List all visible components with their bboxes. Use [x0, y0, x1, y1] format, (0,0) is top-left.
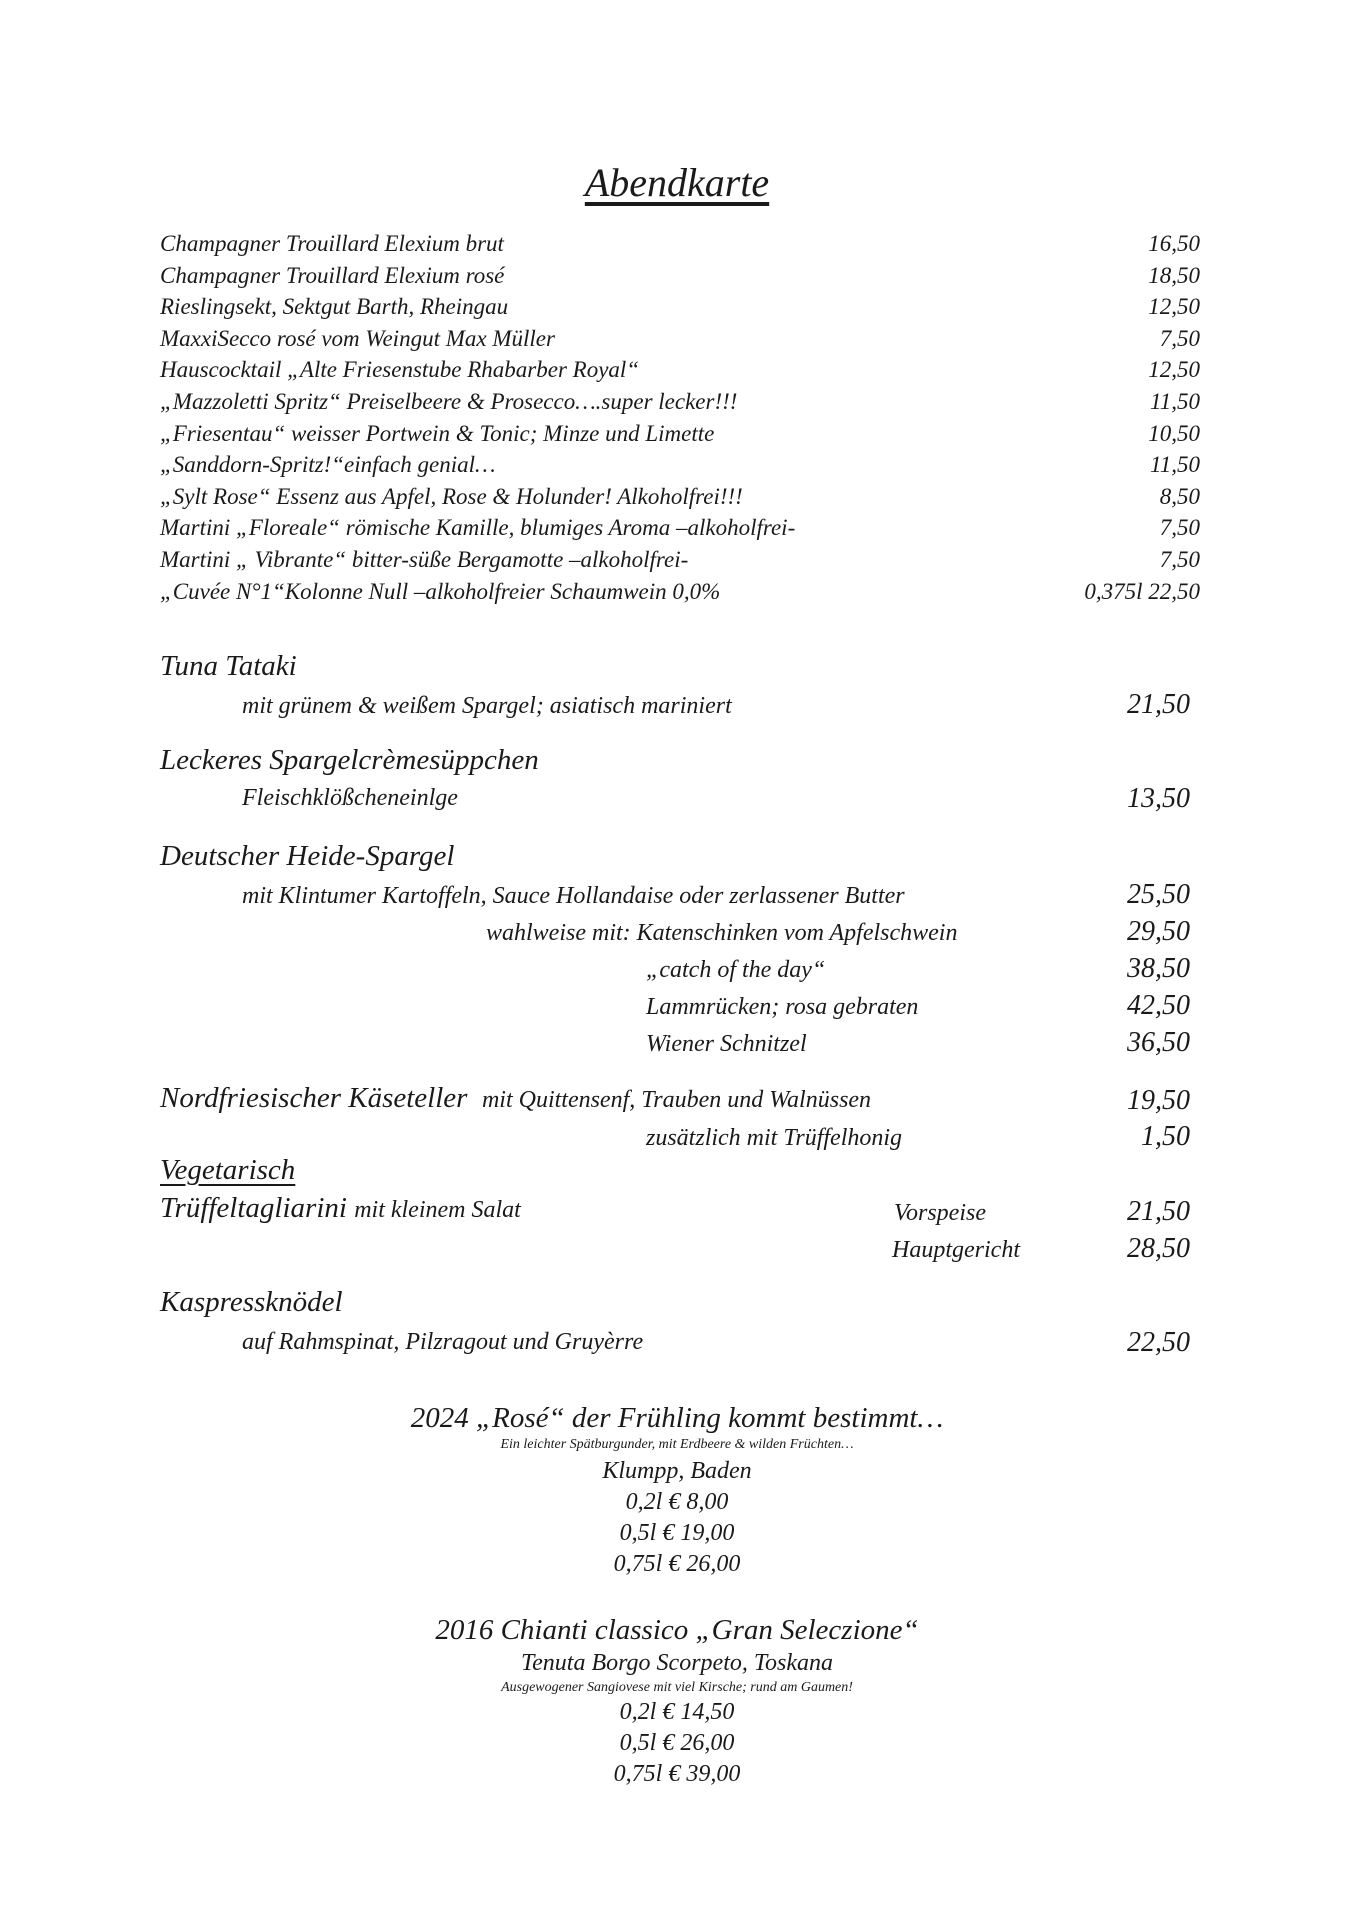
drink-price: 12,50 — [1148, 357, 1200, 383]
wine-title: 2024 „Rosé“ der Frühling kommt bestimmt… — [410, 1402, 944, 1434]
wine-price: 0,75l € 39,00 — [613, 1761, 741, 1787]
dish-title-spargel: Deutscher Heide-Spargel — [160, 840, 455, 872]
dish-title-cheese — [160, 1080, 871, 1118]
wine-price: 0,5l € 19,00 — [619, 1520, 735, 1546]
spargel-option-price: 36,50 — [1127, 1027, 1190, 1058]
truffle-title: Trüffeltagliarini — [160, 1192, 347, 1224]
drink-name: „Mazzoletti Spritz“ Preiselbeere & Prosecco….super lecker!!! — [160, 388, 738, 414]
dish-price-soup: 13,50 — [1127, 783, 1190, 814]
drink-name: MaxxiSecco rosé vom Weingut Max Müller — [160, 325, 555, 351]
drink-price: 7,50 — [1159, 325, 1200, 351]
wine-title: 2016 Chianti classico „Gran Seleczione“ — [435, 1614, 919, 1646]
list-item — [160, 512, 1200, 544]
list-item — [160, 449, 1200, 481]
spargel-option-price: 42,50 — [1127, 990, 1190, 1021]
list-item — [160, 576, 1200, 608]
cheese-extra: zusätzlich mit Trüffelhonig — [646, 1125, 903, 1151]
truffle-starter-label: Vorspeise — [894, 1200, 986, 1226]
wine-producer: Tenuta Borgo Scorpeto, Toskana — [520, 1650, 834, 1676]
wine-price: 0,2l € 14,50 — [619, 1699, 735, 1725]
drink-name: Champagner Trouillard Elexium rosé — [160, 262, 505, 288]
dish-title-soup: Leckeres Spargelcrèmesüppchen — [160, 744, 539, 776]
drink-name: „Sylt Rose“ Essenz aus Apfel, Rose & Holunder! Alkoholfrei!!! — [160, 483, 743, 509]
spargel-option: Wiener Schnitzel — [646, 1031, 807, 1057]
dish-price-knoedel: 22,50 — [1127, 1327, 1190, 1358]
page-title: Abendkarte — [584, 160, 770, 205]
drink-name: „Sanddorn-Spritz!“einfach genial… — [160, 452, 496, 478]
list-item — [160, 228, 1200, 260]
spargel-option: Lammrücken; rosa gebraten — [646, 994, 919, 1020]
truffle-starter-price: 21,50 — [1127, 1196, 1190, 1227]
dish-title-knoedel: Kaspressknödel — [160, 1286, 343, 1318]
drink-name: Hauscocktail „Alte Friesenstube Rhabarber Royal“ — [160, 357, 640, 383]
wine-rose — [0, 1400, 1354, 1580]
list-item — [160, 386, 1200, 418]
dish-desc-tuna: mit grünem & weißem Spargel; asiatisch mariniert — [242, 693, 732, 719]
list-item — [160, 354, 1200, 386]
drink-name: „Cuvée N°1“Kolonne Null –alkoholfreier Schaumwein 0,0% — [160, 578, 721, 604]
list-item — [160, 291, 1200, 323]
drink-name: „Friesentau“ weisser Portwein & Tonic; Minze und Limette — [160, 420, 715, 446]
drink-price: 7,50 — [1159, 515, 1200, 541]
drink-price: 11,50 — [1149, 452, 1200, 478]
truffle-main-price: 28,50 — [1127, 1233, 1190, 1264]
vegetarian-heading: Vegetarisch — [160, 1154, 296, 1186]
wine-chianti — [0, 1612, 1354, 1790]
drink-name: Martini „Floreale“ römische Kamille, blumiges Aroma –alkoholfrei- — [160, 515, 796, 541]
spargel-option-price: 38,50 — [1127, 953, 1190, 984]
drink-price: 8,50 — [1159, 483, 1200, 509]
drink-price: 11,50 — [1149, 388, 1200, 414]
spargel-option: wahlweise mit: Katenschinken vom Apfelschwein — [486, 920, 958, 946]
spargel-option: „catch of the day“ — [646, 957, 826, 983]
drink-name: Champagner Trouillard Elexium brut — [160, 231, 504, 256]
drink-price: 16,50 — [1148, 231, 1200, 256]
drink-price: 18,50 — [1148, 262, 1200, 288]
dish-desc-knoedel: auf Rahmspinat, Pilzragout und Gruyèrre — [242, 1329, 644, 1355]
list-item — [160, 481, 1200, 513]
drink-price: 10,50 — [1148, 420, 1200, 446]
wine-price: 0,75l € 26,00 — [613, 1551, 741, 1577]
spargel-option-price: 29,50 — [1127, 916, 1190, 947]
dish-price-cheese: 19,50 — [1127, 1085, 1190, 1116]
drink-name: Rieslingsekt, Sektgut Barth, Rheingau — [160, 294, 509, 320]
wine-producer: Klumpp, Baden — [602, 1458, 752, 1484]
wine-price: 0,2l € 8,00 — [625, 1489, 729, 1515]
list-item — [160, 418, 1200, 450]
cheese-desc: mit Quittensenf, Trauben und Walnüssen — [481, 1087, 872, 1113]
wine-note: Ein leichter Spätburgunder, mit Erdbeere & wilden Früchten… — [500, 1437, 854, 1452]
drink-price: 0,375l 22,50 — [1084, 578, 1200, 604]
list-item — [160, 544, 1200, 576]
dish-price-tuna: 21,50 — [1127, 689, 1190, 720]
truffle-desc: mit kleinem Salat — [354, 1197, 521, 1223]
truffle-main-label: Hauptgericht — [892, 1237, 1020, 1263]
drink-price: 7,50 — [1159, 546, 1200, 572]
wine-note: Ausgewogener Sangiovese mit viel Kirsche; rund am Gaumen! — [501, 1680, 853, 1695]
dish-desc-soup: Fleischklößcheneinlge — [242, 785, 458, 811]
dish-price-spargel: 25,50 — [1127, 879, 1190, 910]
dish-title-tuna: Tuna Tataki — [160, 650, 297, 682]
drink-name: Martini „ Vibrante“ bitter-süße Bergamotte –alkoholfrei- — [160, 546, 689, 572]
drink-price: 12,50 — [1148, 294, 1200, 320]
dish-title-truffle — [160, 1190, 521, 1228]
drinks-list — [160, 228, 1200, 607]
cheese-title: Nordfriesischer Käseteller — [160, 1082, 468, 1114]
dish-desc-spargel: mit Klintumer Kartoffeln, Sauce Hollandaise oder zerlassener Butter — [242, 883, 905, 909]
wine-price: 0,5l € 26,00 — [619, 1730, 735, 1756]
list-item — [160, 260, 1200, 292]
list-item — [160, 323, 1200, 355]
cheese-extra-price: 1,50 — [1141, 1121, 1190, 1152]
